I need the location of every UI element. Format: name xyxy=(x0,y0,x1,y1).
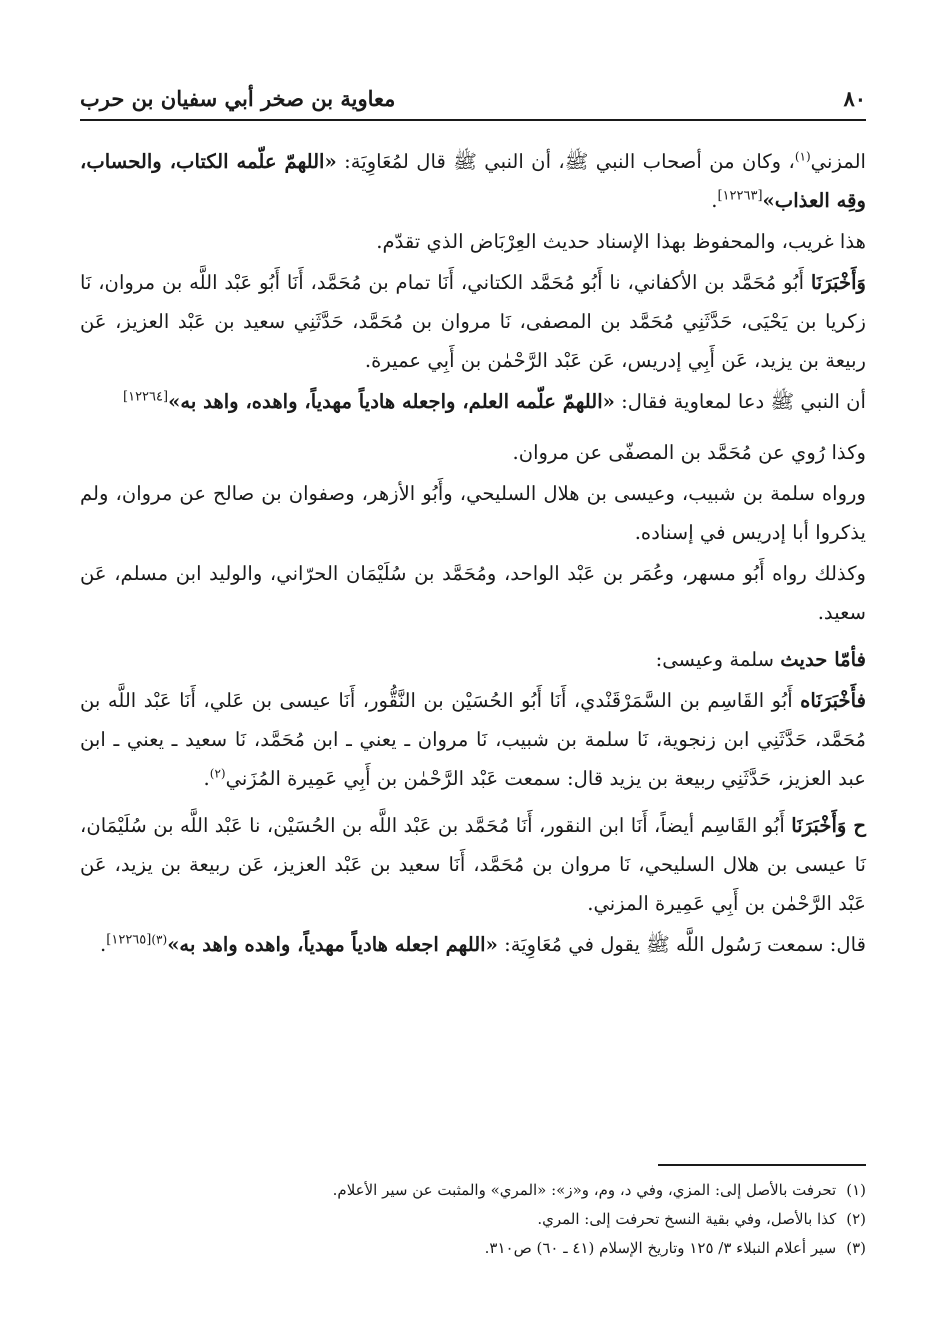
text-run: ، وكان من أصحاب النبي ﷺ، أن النبي ﷺ قال لمُعَاوِيَة: xyxy=(336,150,795,173)
text-run: سلمة وعيسى: xyxy=(655,648,781,671)
footnote xyxy=(80,1176,866,1205)
text-run: هذا غريب، والمحفوظ بهذا الإسناد حديث العِرْبَاض الذي تقدّم. xyxy=(376,230,866,253)
page-number: ٨٠ xyxy=(843,85,866,111)
text-run: قال: سمعت رَسُول اللَّه ﷺ يقول في مُعَاوِيَة: xyxy=(497,933,866,956)
footnote-marker: (١) xyxy=(794,149,811,164)
bold-text: فأمّا حديث xyxy=(780,648,866,671)
running-title: معاوية بن صخر أبي سفيان بن حرب xyxy=(80,85,396,111)
header-rule xyxy=(80,119,866,121)
paragraph xyxy=(80,263,866,380)
footnote-number: (١) xyxy=(846,1181,866,1199)
footnote-number: (٢) xyxy=(846,1210,866,1228)
text-run: أَبُو القَاسِم بن السَّمَرْقَنْدي، أَنَا أَبُو الحُسَيْن بن النَّقُّور، أَنَا عيسى بن عَلي، أَنَا عَبْد اللَّه بن مُحَمَّد، حَدَّثَنِي ابن زنجوية، نَا سلمة بن شبيب، نَا مروان ـ يعني ـ ابن مُحَمَّد، نَا سعيد ـ يعني ـ ابن عبد العزيز، حَدَّثَنِي ربيعة بن يزيد قال: سمعت عَبْد الرَّحْمٰن بن أَبِي عَمِيرة المُزَني xyxy=(80,689,866,790)
text-run: . xyxy=(203,767,210,790)
text-run: وكذا رُوي عن مُحَمَّد بن المصفّى عن مروان. xyxy=(512,441,866,464)
text-run: أن النبي ﷺ دعا لمعاوية فقال: xyxy=(614,390,866,413)
bold-text: «اللهم اجعله هادياً مهدياً، واهده واهد به» xyxy=(167,933,498,956)
bold-text: «اللهمّ علّمه العلم، واجعله هادياً مهدياً، واهده، واهد به» xyxy=(168,390,615,413)
paragraph xyxy=(80,806,866,923)
paragraph xyxy=(80,925,866,964)
text-run: . xyxy=(100,933,107,956)
hadith-number: [١٢٢٦٤] xyxy=(123,389,169,405)
paragraph xyxy=(80,222,866,261)
text-run: المزني xyxy=(810,150,866,173)
footnote xyxy=(80,1205,866,1234)
text-run: وكذلك رواه أَبُو مسهر، وعُمَر بن عَبْد الواحد، ومُحَمَّد بن سُلَيْمَان الحرّاني، والوليد ابن مسلم، عَن سعيد. xyxy=(80,562,866,624)
running-head xyxy=(80,80,866,116)
bold-text: وَأَخْبَرَنَا xyxy=(810,271,866,294)
paragraph xyxy=(80,474,866,552)
footnote-rule xyxy=(658,1164,866,1166)
paragraph xyxy=(80,382,866,421)
footnote-text: كذا بالأصل، وفي بقية النسخ تحرفت إلى: المري. xyxy=(537,1210,837,1228)
footnote-number: (٣) xyxy=(846,1239,866,1257)
footnote-text: سير أعلام النبلاء ٣/ ١٢٥ وتاريخ الإسلام (٤١ ـ ٦٠) ص٣١٠. xyxy=(484,1239,837,1257)
paragraph xyxy=(80,142,866,220)
footnote-text: تحرفت بالأصل إلى: المزي، وفي د، وم، و«ز»: «المري» والمثبت عن سير الأعلام. xyxy=(332,1181,837,1199)
bold-text: «اللهمّ علّمه الكتاب، والحساب، وقِه العذاب» xyxy=(80,150,866,212)
hadith-number: [١٢٢٦٥] xyxy=(106,932,152,948)
text-run: أَبُو القَاسِم أيضاً، أَنَا ابن النقور، أَنَا مُحَمَّد بن عَبْد اللَّه بن الحُسَيْن، نا عَبْد اللَّه بن سُلَيْمَان، نَا عيسى بن هلال السليحي، نَا مروان بن مُحَمَّد، أَنَا سعيد بن عَبْد العزيز، عَن ربيعة بن يزيد، عَن عَبْد الرَّحْمٰن بن أَبِي عَمِيرة المزني. xyxy=(80,814,866,915)
main-text xyxy=(80,142,866,966)
text-run: ورواه سلمة بن شبيب، وعيسى بن هلال السليحي، وأَبُو الأزهر، وصفوان بن صالح عن مروان، ولم يذكروا أبا إدريس في إسناده. xyxy=(80,482,866,544)
bold-text: فأَخْبَرَنَاه xyxy=(800,689,866,712)
footnotes xyxy=(80,1176,866,1263)
footnote-marker: (٣) xyxy=(151,932,168,947)
bold-text: ح وَأَخْبَرَنَا xyxy=(791,814,866,837)
paragraph xyxy=(80,433,866,472)
hadith-number: [١٢٢٦٣] xyxy=(717,188,763,204)
footnote xyxy=(80,1234,866,1263)
footnote-marker: (٢) xyxy=(209,766,226,781)
text-run: أَبُو مُحَمَّد بن الأكفاني، نا أَبُو مُحَمَّد الكتاني، أَنَا تمام بن مُحَمَّد، أَنَا أَبُو عَبْد اللَّه بن مروان، نَا زكريا بن يَحْيَى، حَدَّثَنِي مُحَمَّد بن المصفى، نَا مروان بن مُحَمَّد، حَدَّثَنِي سعيد بن عَبْد العزيز، عَن ربيعة بن يزيد، عَن أَبِي إدريس، عَن عَبْد الرَّحْمٰن بن أَبِي عميرة. xyxy=(80,271,866,372)
paragraph xyxy=(80,640,866,679)
paragraph xyxy=(80,554,866,632)
text-run: . xyxy=(711,189,718,212)
paragraph xyxy=(80,681,866,798)
